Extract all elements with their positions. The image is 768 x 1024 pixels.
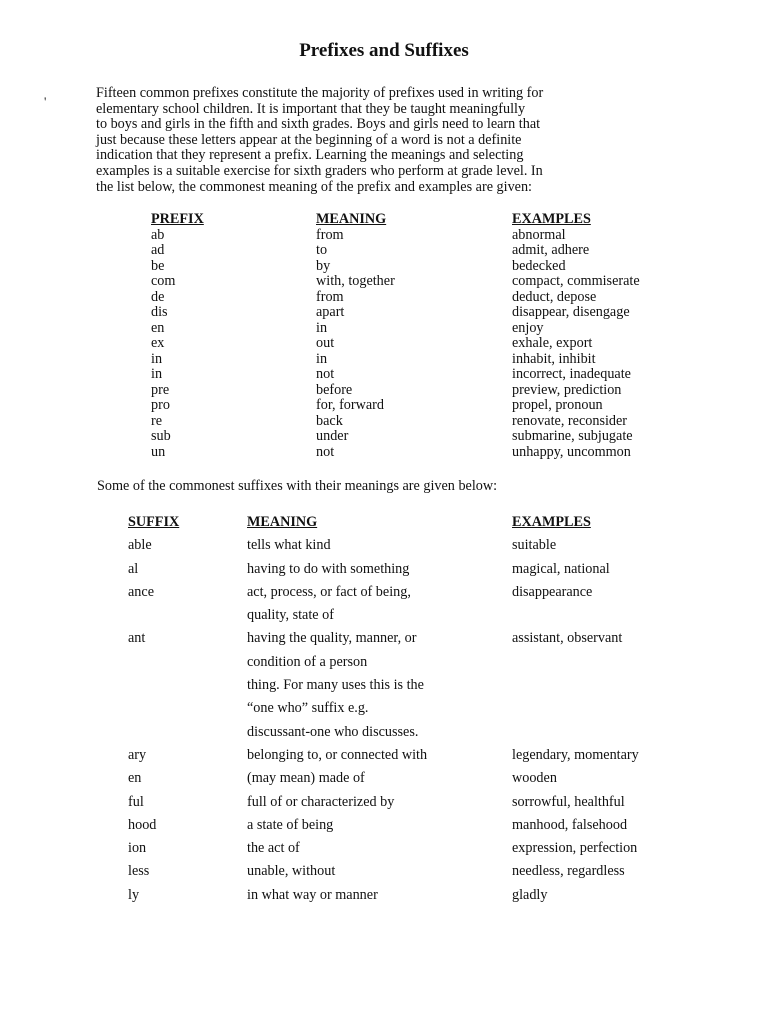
table-row bbox=[128, 561, 639, 584]
examples-cell: compact, commiserate bbox=[512, 273, 640, 289]
suffix-cell: ful bbox=[128, 793, 144, 810]
table-row bbox=[151, 228, 640, 244]
meaning-cell: for, forward bbox=[316, 397, 384, 413]
table-row bbox=[128, 537, 639, 560]
prefix-cell: ex bbox=[151, 335, 165, 351]
table-row bbox=[128, 817, 639, 840]
meaning-cell: full of or characterized by bbox=[247, 793, 395, 810]
intro-line: elementary school children. It is important that they be taught meaningfully bbox=[96, 100, 526, 117]
prefix-cell: pro bbox=[151, 397, 170, 413]
examples-cell: gladly bbox=[512, 886, 548, 903]
examples-cell: legendary, momentary bbox=[512, 746, 639, 763]
suffix-cell bbox=[128, 700, 247, 723]
header-suffix: SUFFIX bbox=[128, 514, 180, 530]
header-meaning: MEANING bbox=[316, 211, 387, 227]
table-row bbox=[128, 770, 639, 793]
prefix-cell: be bbox=[151, 257, 165, 274]
table-row bbox=[151, 383, 640, 399]
suffix-table bbox=[128, 514, 639, 910]
examples-cell: assistant, observant bbox=[512, 630, 623, 647]
prefix-cell: pre bbox=[151, 381, 170, 398]
meaning-cell: in bbox=[316, 350, 328, 367]
table-row bbox=[128, 700, 639, 723]
table-row bbox=[151, 290, 640, 306]
meaning-cell: “one who” suffix e.g. bbox=[247, 700, 369, 717]
meaning-cell: by bbox=[316, 257, 331, 274]
examples-cell: renovate, reconsider bbox=[512, 412, 628, 429]
table-row bbox=[151, 259, 640, 275]
header-prefix: PREFIX bbox=[151, 211, 204, 227]
examples-cell: propel, pronoun bbox=[512, 397, 603, 413]
meaning-cell: a state of being bbox=[247, 816, 334, 833]
suffix-cell: ary bbox=[128, 746, 147, 763]
prefix-cell: en bbox=[151, 319, 165, 336]
meaning-cell: thing. For many uses this is the bbox=[247, 677, 424, 694]
suffix-cell: able bbox=[128, 537, 152, 554]
table-row bbox=[151, 352, 640, 368]
table-row bbox=[128, 654, 639, 677]
table-row bbox=[151, 336, 640, 352]
examples-cell: enjoy bbox=[512, 319, 544, 336]
prefix-cell: ad bbox=[151, 242, 165, 258]
suffix-cell: ant bbox=[128, 630, 146, 647]
suffix-intro: Some of the commonest suffixes with their meanings are given below: bbox=[97, 478, 498, 494]
intro-paragraph bbox=[96, 86, 696, 195]
examples-cell: disappearance bbox=[512, 583, 593, 600]
suffix-cell bbox=[128, 677, 247, 700]
prefix-cell: de bbox=[151, 288, 165, 305]
table-row bbox=[151, 429, 640, 445]
table-row bbox=[128, 607, 639, 630]
table-row bbox=[151, 414, 640, 430]
meaning-cell: belonging to, or connected with bbox=[247, 746, 428, 763]
table-row bbox=[128, 794, 639, 817]
examples-cell: wooden bbox=[512, 770, 557, 787]
suffix-table-header bbox=[128, 514, 639, 537]
prefix-cell: com bbox=[151, 273, 176, 289]
intro-line: Fifteen common prefixes constitute the majority of prefixes used in writing for bbox=[96, 85, 544, 101]
intro-line: just because these letters appear at the beginning of a word is not a definite bbox=[96, 131, 522, 148]
examples-cell: disappear, disengage bbox=[512, 304, 630, 320]
intro-line: indication that they represent a prefix. Learning the meanings and selecting bbox=[96, 147, 524, 164]
stray-mark: ' bbox=[44, 94, 47, 109]
suffix-cell bbox=[128, 654, 247, 677]
prefix-table-header bbox=[151, 212, 640, 228]
suffix-cell: al bbox=[128, 560, 139, 577]
table-row bbox=[151, 274, 640, 290]
prefix-cell: in bbox=[151, 350, 163, 367]
examples-cell: suitable bbox=[512, 537, 557, 554]
examples-cell: manhood, falsehood bbox=[512, 816, 628, 833]
examples-cell: needless, regardless bbox=[512, 863, 625, 880]
suffix-cell: ly bbox=[128, 886, 140, 903]
page-title: Prefixes and Suffixes bbox=[299, 40, 469, 61]
suffix-cell: ance bbox=[128, 583, 154, 600]
header-meaning: MEANING bbox=[247, 514, 318, 530]
meaning-cell: condition of a person bbox=[247, 653, 368, 670]
table-row bbox=[128, 724, 639, 747]
table-row bbox=[151, 367, 640, 383]
meaning-cell: out bbox=[316, 335, 335, 351]
meaning-cell: act, process, or fact of being, bbox=[247, 583, 411, 600]
table-row bbox=[151, 445, 640, 461]
meaning-cell: quality, state of bbox=[247, 607, 334, 624]
meaning-cell: the act of bbox=[247, 840, 300, 857]
meaning-cell: not bbox=[316, 443, 335, 460]
suffix-cell: ion bbox=[128, 840, 147, 857]
meaning-cell: unable, without bbox=[247, 863, 336, 880]
prefix-cell: un bbox=[151, 443, 166, 460]
meaning-cell: not bbox=[316, 366, 335, 382]
meaning-cell: tells what kind bbox=[247, 537, 331, 554]
suffix-cell: hood bbox=[128, 816, 157, 833]
examples-cell: admit, adhere bbox=[512, 242, 590, 258]
prefix-cell: sub bbox=[151, 428, 171, 444]
suffix-cell: less bbox=[128, 863, 150, 880]
meaning-cell: from bbox=[316, 226, 344, 243]
meaning-cell: from bbox=[316, 288, 344, 305]
examples-cell: unhappy, uncommon bbox=[512, 443, 631, 460]
table-row bbox=[128, 677, 639, 700]
intro-line: examples is a suitable exercise for sixth graders who perform at grade level. In bbox=[96, 162, 543, 179]
meaning-cell: before bbox=[316, 381, 353, 398]
table-row bbox=[128, 863, 639, 886]
examples-cell: exhale, export bbox=[512, 335, 593, 351]
prefix-cell: in bbox=[151, 366, 163, 382]
meaning-cell: back bbox=[316, 412, 343, 429]
table-row bbox=[151, 305, 640, 321]
meaning-cell: under bbox=[316, 428, 349, 444]
examples-cell: incorrect, inadequate bbox=[512, 366, 631, 382]
examples-cell: bedecked bbox=[512, 257, 566, 274]
suffix-cell bbox=[128, 724, 247, 747]
prefix-cell: ab bbox=[151, 226, 165, 243]
examples-cell: inhabit, inhibit bbox=[512, 350, 596, 367]
meaning-cell: in bbox=[316, 319, 328, 336]
meaning-cell: to bbox=[316, 242, 328, 258]
meaning-cell: discussant-one who discusses. bbox=[247, 723, 419, 740]
meaning-cell: apart bbox=[316, 304, 345, 320]
table-row bbox=[128, 630, 639, 653]
intro-line: to boys and girls in the fifth and sixth grades. Boys and girls need to learn that bbox=[96, 116, 541, 133]
meaning-cell: (may mean) made of bbox=[247, 770, 365, 787]
prefix-cell: dis bbox=[151, 304, 168, 320]
table-row bbox=[151, 321, 640, 337]
examples-cell: preview, prediction bbox=[512, 381, 622, 398]
table-row bbox=[128, 840, 639, 863]
examples-cell: sorrowful, healthful bbox=[512, 793, 625, 810]
suffix-cell bbox=[128, 607, 247, 630]
table-row bbox=[151, 398, 640, 414]
header-examples: EXAMPLES bbox=[512, 211, 591, 227]
examples-cell: magical, national bbox=[512, 560, 610, 577]
meaning-cell: in what way or manner bbox=[247, 886, 378, 903]
meaning-cell: with, together bbox=[316, 273, 395, 289]
examples-cell: deduct, depose bbox=[512, 288, 597, 305]
intro-line: the list below, the commonest meaning of the prefix and examples are given: bbox=[96, 178, 533, 195]
table-row bbox=[151, 243, 640, 259]
examples-cell: abnormal bbox=[512, 226, 566, 243]
meaning-cell: having to do with something bbox=[247, 560, 410, 577]
suffix-cell: en bbox=[128, 770, 142, 787]
prefix-table bbox=[151, 212, 640, 460]
prefix-cell: re bbox=[151, 412, 163, 429]
table-row bbox=[128, 747, 639, 770]
meaning-cell: having the quality, manner, or bbox=[247, 630, 417, 647]
table-row bbox=[128, 887, 639, 910]
header-examples: EXAMPLES bbox=[512, 514, 591, 530]
examples-cell: submarine, subjugate bbox=[512, 428, 633, 444]
table-row bbox=[128, 584, 639, 607]
examples-cell: expression, perfection bbox=[512, 840, 638, 857]
